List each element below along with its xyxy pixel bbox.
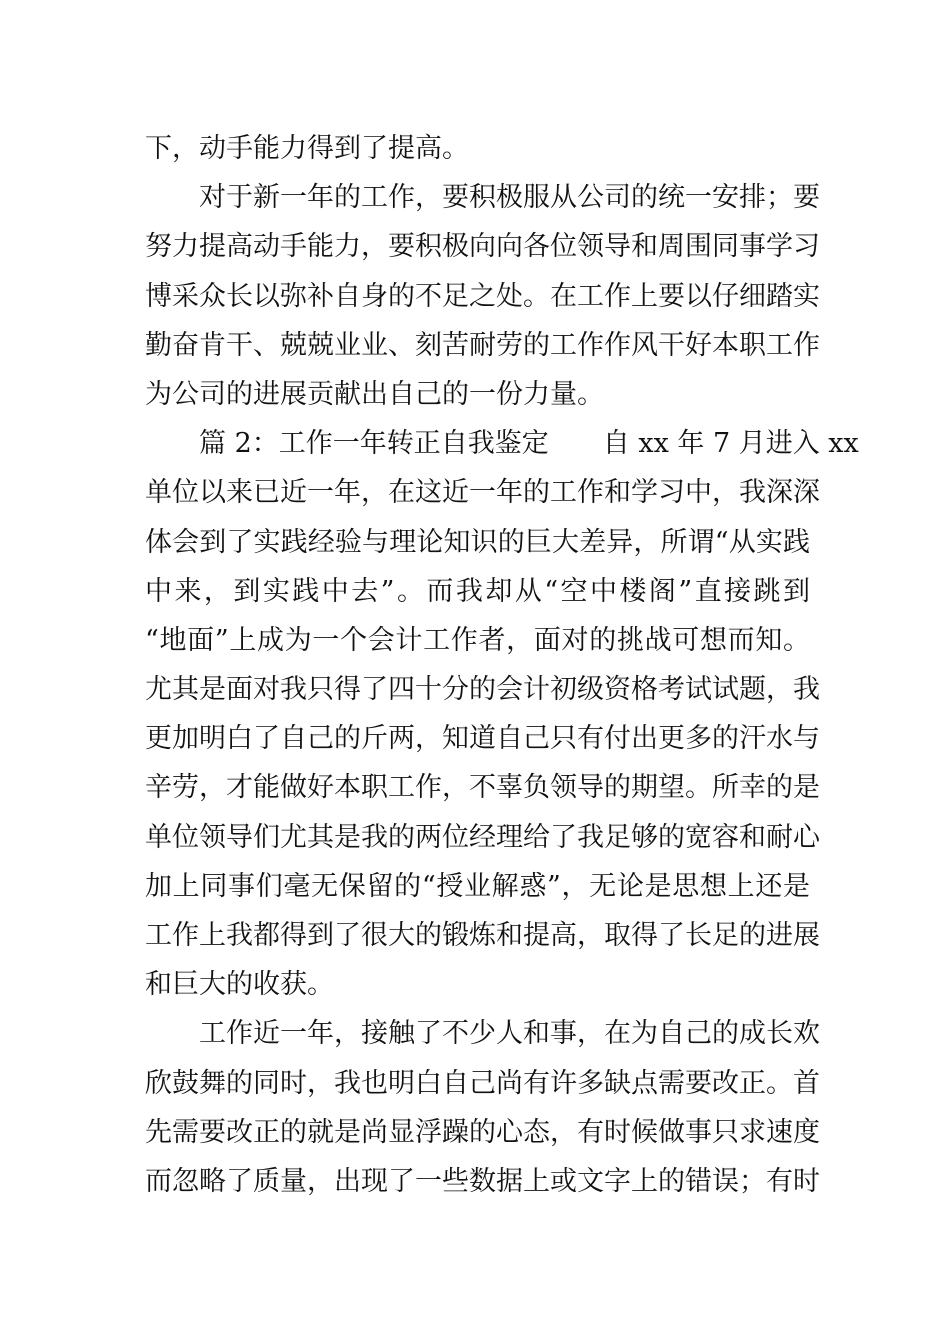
text-line: 先需要改正的就是尚显浮躁的心态，有时候做事只求速度 xyxy=(145,1116,820,1148)
text-line: 博采众长以弥补自身的不足之处。在工作上要以仔细踏实 xyxy=(145,280,820,312)
text-line: 工作近一年，接触了不少人和事，在为自己的成长欢 xyxy=(199,1018,820,1050)
text-line: 单位领导们尤其是我的两位经理给了我足够的宽容和耐心 xyxy=(145,821,820,853)
text-line: 辛劳，才能做好本职工作，不辜负领导的期望。所幸的是 xyxy=(145,772,820,804)
text-line: 尤其是面对我只得了四十分的会计初级资格考试试题，我 xyxy=(145,674,820,706)
text-line: 而忽略了质量，出现了一些数据上或文字上的错误；有时 xyxy=(145,1165,820,1197)
text-line: 欣鼓舞的同时，我也明白自己尚有许多缺点需要改正。首 xyxy=(145,1067,820,1099)
text-line: 更加明白了自己的斤两，知道自己只有付出更多的汗水与 xyxy=(145,723,820,755)
document-body xyxy=(145,124,859,1206)
text-line: 加上同事们毫无保留的“授业解惑”，无论是思想上还是 xyxy=(145,870,810,902)
text-line: 努力提高动手能力，要积极向向各位领导和周围同事学习 xyxy=(145,231,820,263)
text-line: 对于新一年的工作，要积极服从公司的统一安排；要 xyxy=(199,182,820,214)
text-line: 和巨大的收获。 xyxy=(145,969,334,1001)
text-line: 勤奋肯干、兢兢业业、刻苦耐劳的工作作风干好本职工作 xyxy=(145,329,820,361)
text-line: 中来，到实践中去”。而我却从“空中楼阁”直接跳到 xyxy=(145,575,810,607)
text-line: 单位以来已近一年，在这近一年的工作和学习中，我深深 xyxy=(145,477,820,509)
text-line: 下，动手能力得到了提高。 xyxy=(145,133,469,164)
text-line: 工作上我都得到了很大的锻炼和提高，取得了长足的进展 xyxy=(145,920,820,951)
text-line: 篇 2：工作一年转正自我鉴定 自 xx 年 7 月进入 xx xyxy=(199,428,859,460)
text-line: 为公司的进展贡献出自己的一份力量。 xyxy=(145,378,604,410)
text-line: “地面”上成为一个会计工作者，面对的挑战可想而知。 xyxy=(145,624,810,656)
text-line: 体会到了实践经验与理论知识的巨大差异，所谓“从实践 xyxy=(145,526,810,558)
